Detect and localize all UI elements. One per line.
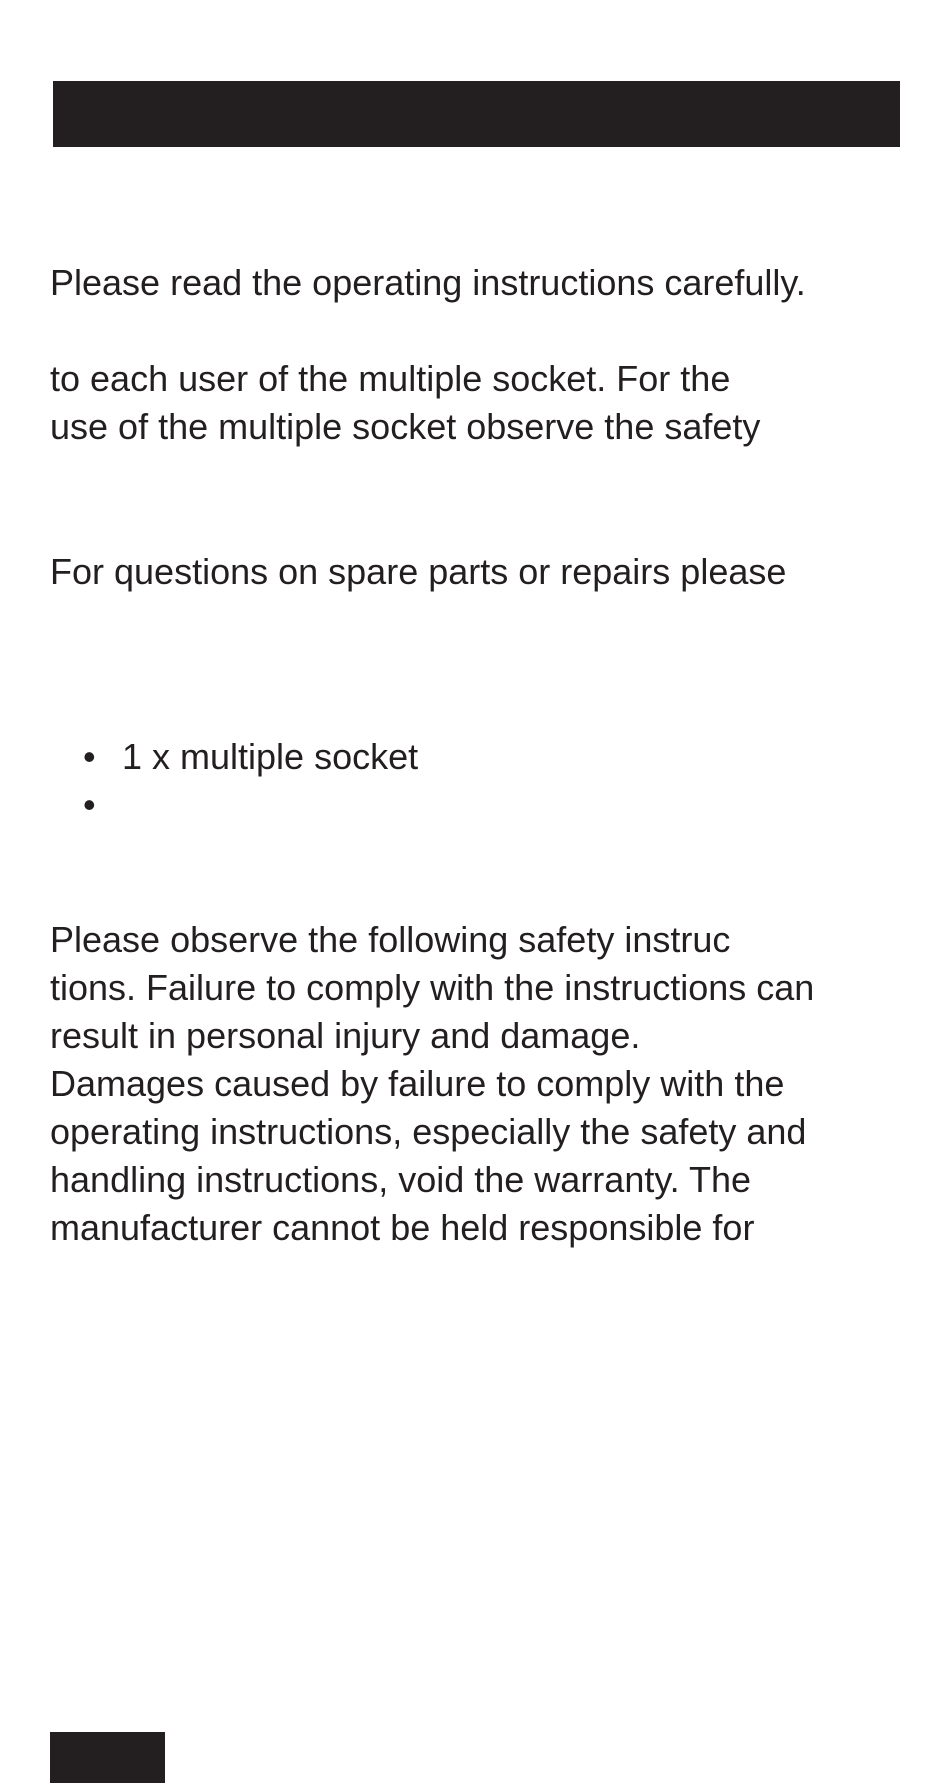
safety-line-1: Please observe the following safety instruc <box>50 919 731 960</box>
list-item-text: 1 x multiple socket <box>122 736 419 777</box>
bullet-icon: • <box>83 784 96 825</box>
page-number-tab <box>50 1732 165 1783</box>
header-bar <box>53 81 900 147</box>
safety-line-2: tions. Failure to comply with the instructions can <box>50 967 815 1008</box>
safety-line-7: manufacturer cannot be held responsible for <box>50 1207 755 1248</box>
safety-line-5: operating instructions, especially the safety and <box>50 1111 807 1152</box>
handover-line-2: use of the multiple socket observe the safety <box>50 406 761 447</box>
handover-paragraph <box>50 355 910 451</box>
handover-line-1: to each user of the multiple socket. For the <box>50 358 731 399</box>
scope-of-delivery-list <box>80 733 418 829</box>
spare-parts-text: For questions on spare parts or repairs please <box>50 551 787 592</box>
intro-text: Please read the operating instructions carefully. <box>50 262 806 303</box>
safety-line-4: Damages caused by failure to comply with the <box>50 1063 785 1104</box>
bullet-icon: • <box>83 736 96 777</box>
safety-paragraph <box>50 916 910 1252</box>
safety-line-6: handling instructions, void the warranty. The <box>50 1159 752 1200</box>
safety-line-3: result in personal injury and damage. <box>50 1015 641 1056</box>
list-item <box>80 733 418 781</box>
list-item <box>80 781 418 829</box>
